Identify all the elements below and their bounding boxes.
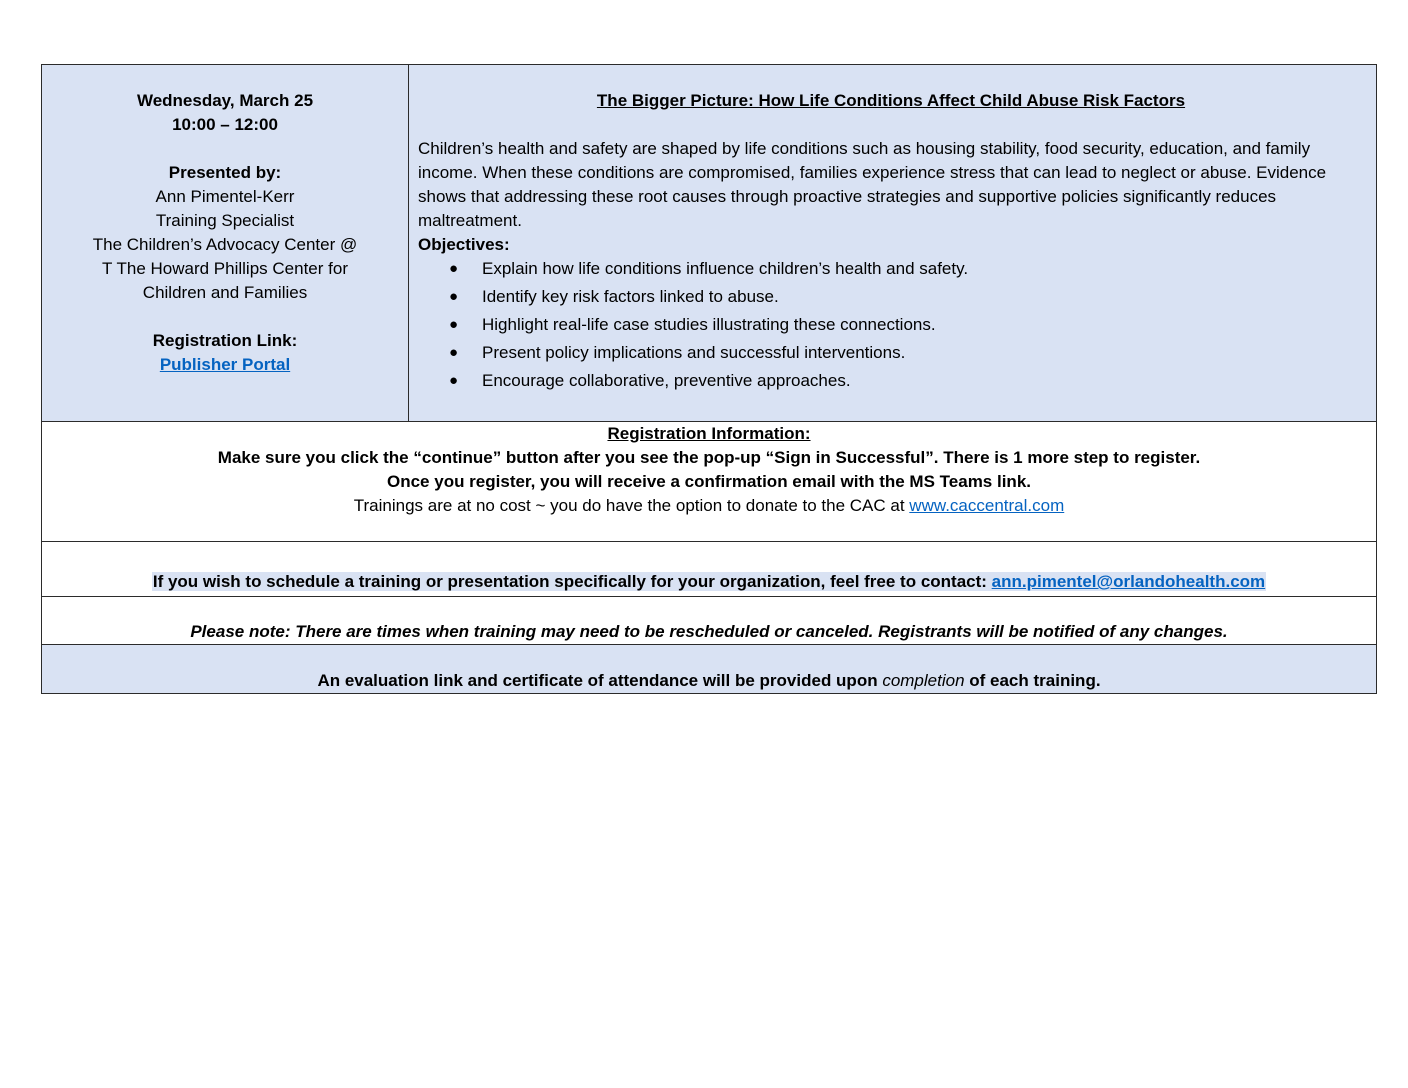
contact-cell	[42, 542, 1377, 597]
registration-link-label: Registration Link:	[152, 331, 298, 350]
registration-info-row	[42, 422, 1377, 542]
bullet-icon: ●	[449, 344, 459, 361]
caccentral-link[interactable]: www.caccentral.com	[909, 496, 1065, 515]
list-item: ● Highlight real-life case studies illustrating these connections.	[482, 313, 1364, 341]
registration-info-heading: Registration Information:	[607, 424, 811, 443]
objectives-list	[418, 257, 1364, 397]
evaluation-row	[42, 645, 1377, 694]
list-item: ● Present policy implications and successful interventions.	[482, 341, 1364, 369]
donation-line: Trainings are at no cost ~ you do have the option to donate to the CAC at www.caccentral.com	[353, 496, 1065, 515]
bullet-icon: ●	[449, 372, 459, 389]
note-row	[42, 597, 1377, 645]
contact-text: If you wish to schedule a training or presentation specifically for your organization, feel free to contact: ann.pimentel@orlandohealth.com	[152, 572, 1266, 591]
contact-row	[42, 542, 1377, 597]
course-details-cell	[409, 65, 1377, 422]
session-row	[42, 65, 1377, 422]
list-item: ● Explain how life conditions influence children’s health and safety.	[482, 257, 1364, 285]
bullet-icon: ●	[449, 260, 459, 277]
training-schedule-table	[41, 64, 1377, 694]
evaluation-cell	[42, 645, 1377, 694]
contact-email-link[interactable]: ann.pimentel@orlandohealth.com	[991, 572, 1266, 591]
session-date: Wednesday, March 25	[136, 91, 314, 110]
presented-by-label: Presented by:	[168, 163, 282, 182]
course-description: Children’s health and safety are shaped by life conditions such as housing stability, food security, education, and family income. When these conditions are compromised, families experience stress that can lead to neglect or abuse. Evidence shows that addressing these root causes through proactive strategies and supportive policies significantly reduces maltreatment.	[418, 139, 1327, 230]
session-details-cell	[42, 65, 409, 422]
organization-line: The Children’s Advocacy Center @	[92, 235, 358, 254]
presenter-title: Training Specialist	[155, 211, 295, 230]
list-item: ● Identify key risk factors linked to abuse.	[482, 285, 1364, 313]
presenter-name: Ann Pimentel-Kerr	[155, 187, 295, 206]
course-title: The Bigger Picture: How Life Conditions Affect Child Abuse Risk Factors	[596, 91, 1186, 110]
registration-confirmation: Once you register, you will receive a confirmation email with the MS Teams link.	[387, 472, 1031, 491]
reschedule-note: Please note: There are times when training may need to be rescheduled or canceled. Registrants will be notified of any changes.	[190, 622, 1228, 641]
note-cell	[42, 597, 1377, 645]
registration-info-cell	[42, 422, 1377, 542]
organization-line: T The Howard Phillips Center for	[102, 259, 348, 278]
bullet-icon: ●	[449, 316, 459, 333]
organization-line: Children and Families	[142, 283, 308, 302]
objectives-label: Objectives:	[418, 235, 510, 254]
publisher-portal-link[interactable]: Publisher Portal	[159, 355, 291, 374]
list-item: ● Encourage collaborative, preventive approaches.	[482, 369, 1364, 397]
registration-instruction: Make sure you click the “continue” button after you see the pop-up “Sign in Successful”. There is 1 more step to register.	[217, 448, 1201, 467]
bullet-icon: ●	[449, 288, 459, 305]
session-time: 10:00 – 12:00	[172, 115, 278, 134]
evaluation-text: An evaluation link and certificate of attendance will be provided upon completion of each training.	[317, 671, 1101, 690]
